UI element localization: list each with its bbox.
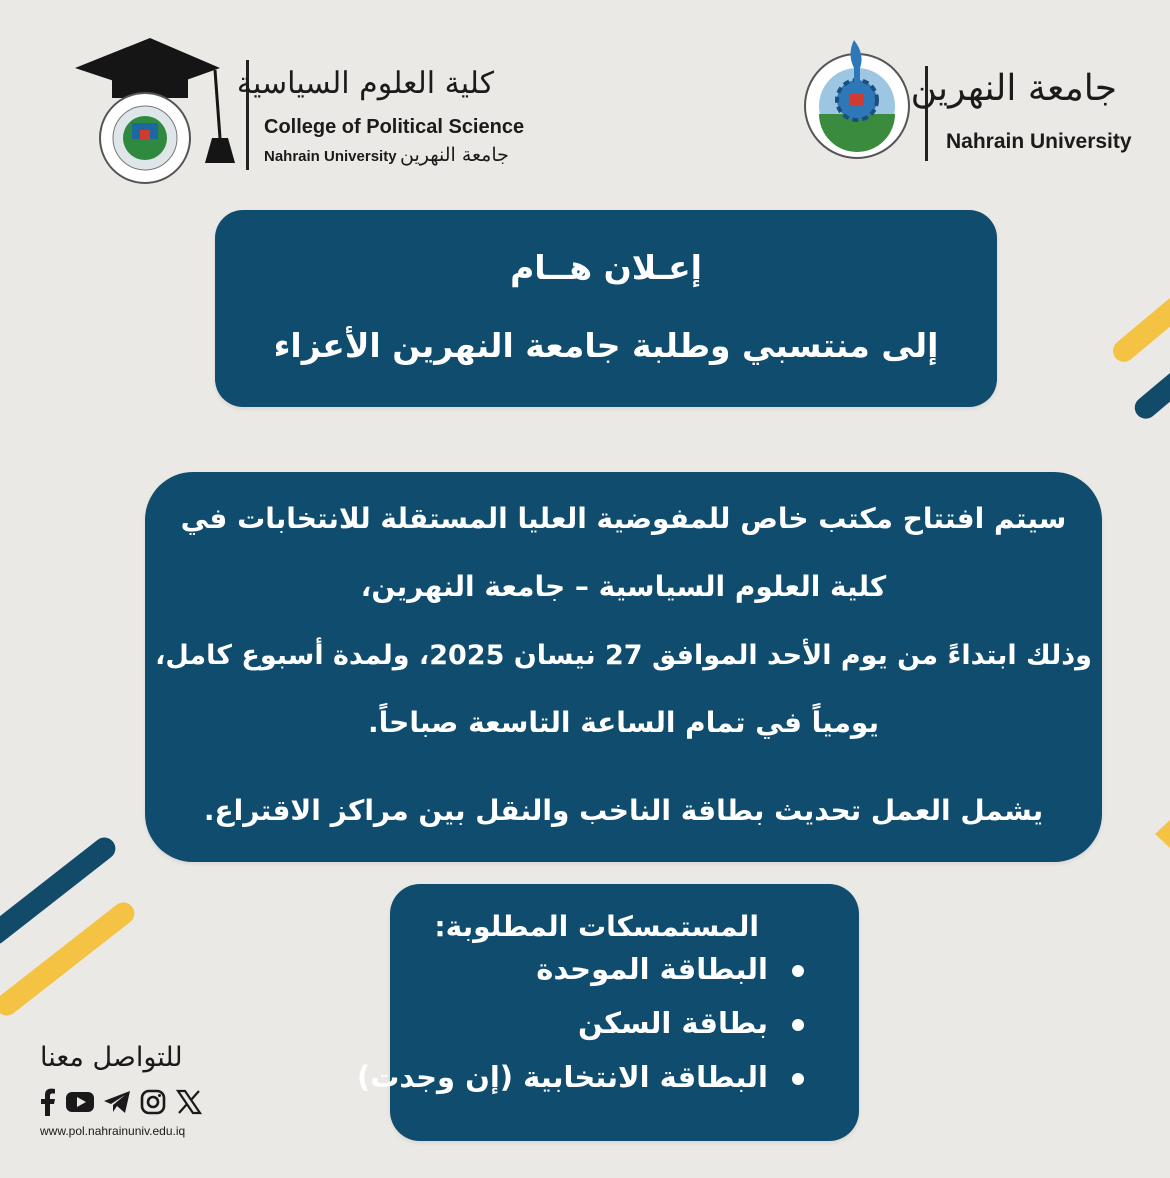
requirements-box bbox=[356, 884, 859, 1141]
list-item: البطاقة الانتخابية (إن وجدت) bbox=[357, 1050, 804, 1104]
college-english-name: College of Political Science bbox=[264, 116, 525, 138]
college-english-university: Nahrain University bbox=[264, 148, 397, 165]
social-links bbox=[40, 1086, 202, 1118]
youtube-icon[interactable] bbox=[66, 1092, 94, 1112]
website-url[interactable]: www.pol.nahrainuniv.edu.iq bbox=[40, 1124, 186, 1138]
body-line-1: سيتم افتتاح مكتب خاص للمفوضية العليا المستقلة للانتخابات في bbox=[180, 502, 1067, 535]
contact-title: للتواصل معنا bbox=[40, 1042, 183, 1073]
college-arabic-university: جامعة النهرين bbox=[400, 144, 509, 166]
body-line-5: يشمل العمل تحديث بطاقة الناخب والنقل بين مراكز الاقتراع. bbox=[203, 794, 1044, 827]
requirements-list bbox=[357, 942, 804, 1104]
university-arabic-name: جامعة النهرين bbox=[910, 68, 1117, 109]
bullet-icon bbox=[792, 1019, 804, 1031]
facebook-icon[interactable] bbox=[40, 1088, 56, 1116]
announcement-subtitle: إلى منتسبي وطلبة جامعة النهرين الأعزاء bbox=[273, 326, 939, 365]
body-line-3: وذلك ابتداءً من يوم الأحد الموافق 27 نيسان 2025، ولمدة أسبوع كامل، bbox=[155, 640, 1092, 671]
decor-stripe-yellow-right bbox=[1108, 292, 1170, 367]
bullet-icon bbox=[792, 965, 804, 977]
college-logo bbox=[70, 38, 525, 188]
body-line-2: كلية العلوم السياسية – جامعة النهرين، bbox=[360, 570, 887, 603]
bullet-icon bbox=[792, 1073, 804, 1085]
body-line-4: يومياً في تمام الساعة التاسعة صباحاً. bbox=[368, 706, 879, 739]
requirements-heading: المستمسكات المطلوبة: bbox=[434, 910, 759, 943]
graduation-cap-seal-icon bbox=[70, 38, 245, 188]
announcement-title: إعـلان هــام bbox=[510, 248, 702, 287]
x-icon[interactable] bbox=[176, 1089, 202, 1115]
university-seal-icon bbox=[800, 38, 915, 168]
decor-triangle-yellow bbox=[1155, 820, 1170, 848]
instagram-icon[interactable] bbox=[140, 1089, 166, 1115]
announcement-title-box bbox=[215, 210, 997, 407]
decor-stripe-navy-right bbox=[1130, 355, 1170, 423]
college-arabic-name: كلية العلوم السياسية bbox=[236, 66, 494, 101]
university-english-name: Nahrain University bbox=[946, 130, 1132, 153]
list-item: البطاقة الموحدة bbox=[357, 942, 804, 996]
telegram-icon[interactable] bbox=[104, 1091, 130, 1113]
university-logo bbox=[800, 38, 1130, 178]
list-item: بطاقة السكن bbox=[357, 996, 804, 1050]
announcement-body-box bbox=[145, 472, 1102, 862]
